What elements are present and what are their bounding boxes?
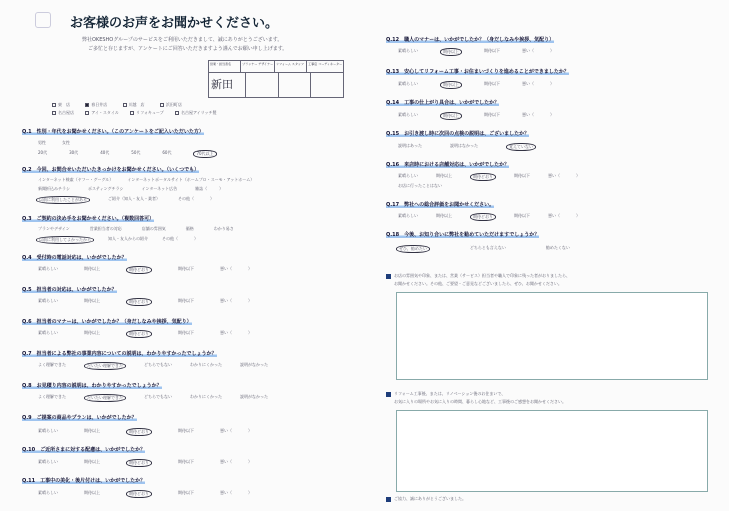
selected-answer: 期待以上: [440, 48, 462, 56]
q16-option-no-visit: お店に行ったことはない: [398, 183, 442, 188]
selected-answer: だいたい理解できた: [84, 394, 126, 402]
selected-answer: 以前に利用したことがある: [36, 196, 90, 204]
q7-options: よく理解できた だいたい理解できた どちらでもない わかりにくかった 説明がなかった: [38, 362, 268, 368]
square-bullet-icon: [386, 497, 391, 502]
staff-header: プランナー デザイナー: [241, 61, 275, 72]
checkbox[interactable]: [160, 103, 164, 107]
q3-label: Q.3 ご契約の決め手をお聞かせください。（複数回答可）: [22, 216, 155, 222]
q14-options: 素晴らしい 期待以上 期待以下 悪い（ ）: [398, 112, 554, 118]
q6-label: Q.6 担当者のマナーは、いかがでしたか？（身だしなみや挨拶、気配り）: [22, 319, 192, 325]
checkbox[interactable]: [130, 111, 134, 115]
intro-line-1: 弊社OKESHOグループのサービスをご利用いただきまして、誠にありがとうございます。: [82, 37, 283, 43]
q3-options: 以前に利用してよかったから 知人・友人からの紹介 その他（ ）: [36, 236, 198, 244]
store-checkboxes-row-2: [52, 110, 217, 116]
comment-2-prompt: リフォーム工事後、または、リノベーション後のお住まいで、 お気に入りの場所やお気に入りの時間、暮らし心地など、工事後のご感想をお聞かせください。: [386, 390, 566, 406]
store-label: 名古屋店: [58, 110, 74, 115]
intro-line-2: ご多忙と存じますが、アンケートにご回答いただきますよう謹んでお願い申し上げます。: [88, 46, 288, 52]
selected-answer: 期待どおり: [126, 490, 152, 498]
q1-options: 男性 女性: [38, 140, 70, 145]
store-label: 東 店: [58, 102, 70, 107]
q18-label: Q.18 今後、お知り合いに弊社を勧めていただけますでしょうか？: [386, 232, 540, 238]
selected-answer: 期待どおり: [470, 173, 496, 181]
q12-label: Q.12 職人のマナーは、いかがでしたか？（身だしなみや挨拶、気配り）: [386, 37, 555, 43]
checkbox[interactable]: [175, 111, 179, 115]
staff-name-handwritten: 新田: [209, 73, 246, 97]
page-title: お客様のお声をお聞かせください。: [70, 16, 279, 31]
q8-label: Q.8 お見積り内容の説明は、わかりやすかったでしょうか？: [22, 383, 162, 389]
store-label: 春日井店: [91, 102, 108, 107]
staff-header: 工事店 コーディネーター: [308, 62, 342, 66]
q9-options: 素晴らしい 期待以上 期待どおり 期待以下 悪い（ ）: [38, 428, 252, 434]
checkbox[interactable]: [52, 103, 56, 107]
q10-options: 素晴らしい 期待以上 期待どおり 期待以下 悪い（ ）: [38, 459, 252, 465]
q17-label: Q.17 弊社への総合評価をお聞かせください。: [386, 202, 495, 208]
q13-options: 素晴らしい 期待以上 期待以下 悪い（ ）: [398, 81, 554, 87]
q9-label: Q.9 ご提案の商品やプランは、いかがでしたか？: [22, 415, 137, 421]
q10-label: Q.10 ご近所さまに対する配慮は、いかがでしたか？: [22, 447, 146, 453]
q15-label: Q.15 お引き渡し時に次回の点検の説明は、ございましたか？: [386, 131, 530, 137]
q4-label: Q.4 受付時の電話対応は、いかがでしたか？: [22, 255, 127, 261]
q5-label: Q.5 担当者の対応は、いかがでしたか？: [22, 287, 117, 293]
staff-header: リフォーム スタッフ: [275, 61, 307, 72]
q6-options: 素晴らしい 期待以上 期待どおり 期待以下 悪い（ ）: [38, 330, 252, 336]
selected-answer: 期待どおり: [126, 266, 152, 274]
staff-header: 営業・担当者名: [209, 61, 241, 72]
selected-answer: だいたい理解できた: [84, 362, 126, 370]
selected-answer: 期待以上: [440, 81, 462, 89]
square-bullet-icon: [386, 392, 391, 397]
q16-options: 素晴らしい 期待以上 期待どおり 期待以下 悪い（ ）: [398, 173, 580, 179]
selected-answer: 期待どおり: [470, 213, 496, 221]
q17-options: 素晴らしい 期待以上 期待どおり 期待以下 悪い（ ）: [398, 213, 580, 219]
checkbox-checked[interactable]: [85, 103, 89, 107]
store-label: アイ・スタイル: [91, 110, 119, 115]
checkbox[interactable]: [52, 111, 56, 115]
q1-options: 20代 30代 40代 50代 60代 70代以上: [38, 150, 217, 158]
q18-options: ぜひ、勧めたい どちらとも言えない 勧めたくない: [396, 245, 570, 253]
q2-label: Q.2 今回、お問合せいただいたきっかけをお聞かせください。（いくつでも）: [22, 167, 200, 173]
selected-answer: 以前に利用してよかったから: [36, 236, 94, 244]
selected-answer: 期待どおり: [126, 330, 152, 338]
selected-answer: 期待どおり: [126, 298, 152, 306]
q4-options: 素晴らしい 期待以上 期待どおり 期待以下 悪い（ ）: [38, 266, 252, 272]
selected-answer: ぜひ、勧めたい: [396, 245, 430, 253]
q2-options: 以前に利用したことがある ご紹介（知人・友人・業者） その他（ ）: [36, 196, 214, 204]
staff-table: [208, 60, 344, 98]
q11-label: Q.11 工事中の美化・後片付けは、いかがでしたか？: [22, 478, 146, 484]
comment-2-box[interactable]: [396, 410, 708, 492]
q14-label: Q.14 工事の仕上がり具合は、いかがでしたか？: [386, 100, 500, 106]
store-label: 名古屋アイリッチ製: [181, 110, 217, 115]
q2-options: 新聞折込みチラシ ポスティングチラシ インターネット広告 雑誌（ ）: [38, 186, 224, 191]
q15-options: 説明はあった 説明はなかった 覚えていない: [398, 143, 536, 151]
q8-options: よく理解できた だいたい理解できた どちらでもない わかりにくかった 説明がなかった: [38, 394, 268, 400]
q7-label: Q.7 担当者による弊社の事業内容についての説明は、わかりやすかったでしょうか？: [22, 351, 217, 357]
selected-answer: 70代以上: [193, 150, 216, 158]
checkbox[interactable]: [85, 111, 89, 115]
q3-options: プランやデザイン 営業担当者の対応 店舗の雰囲気 価格 わかり易さ: [38, 226, 234, 231]
square-bullet-icon: [386, 274, 391, 279]
selected-answer: 期待以上: [440, 112, 462, 120]
comment-1-prompt: お店の雰囲気や印象、または、営業（サービス）担当者や職人で印象に残った者がおりましたら、 お聞かせください。その他、ご要望・ご意見などございましたら、ぜひ、お聞かせください。: [386, 272, 570, 288]
selected-answer: 期待どおり: [126, 428, 152, 436]
q5-options: 素晴らしい 期待以上 期待どおり 期待以下 悪い（ ）: [38, 298, 252, 304]
store-checkboxes-row-1: [52, 102, 182, 108]
q2-options: インターネット検索（ヤフー・グーグル） インターネットポータルサイト（ホームプロ・スーモ・アットホーム）: [38, 177, 255, 182]
checkbox[interactable]: [123, 103, 127, 107]
comment-1-box[interactable]: [396, 292, 708, 380]
q13-label: Q.13 安心してリフォーム工事・お住まいづくりを進めることができましたか？: [386, 69, 569, 75]
q16-label: Q.16 来店時における店舗対応は、いかがでしたか？: [386, 162, 510, 168]
selected-answer: 覚えていない: [506, 143, 536, 151]
q11-options: 素晴らしい 期待以上 期待どおり 期待以下 悪い（ ）: [38, 490, 252, 496]
q1-label: Q.1 性別・年代をお聞かせください。（このアンケートをご記入いただいた方）: [22, 129, 204, 135]
company-logo: [35, 12, 51, 28]
store-label: 浜田町店: [165, 102, 182, 107]
store-label: リフォキューブ: [136, 110, 164, 115]
thanks-message: ご協力、誠にありがとうございました。: [386, 496, 466, 502]
selected-answer: 期待どおり: [126, 459, 152, 467]
q12-options: 素晴らしい 期待以上 期待以下 悪い（ ）: [398, 48, 554, 54]
store-label: 川越 店: [128, 102, 145, 107]
